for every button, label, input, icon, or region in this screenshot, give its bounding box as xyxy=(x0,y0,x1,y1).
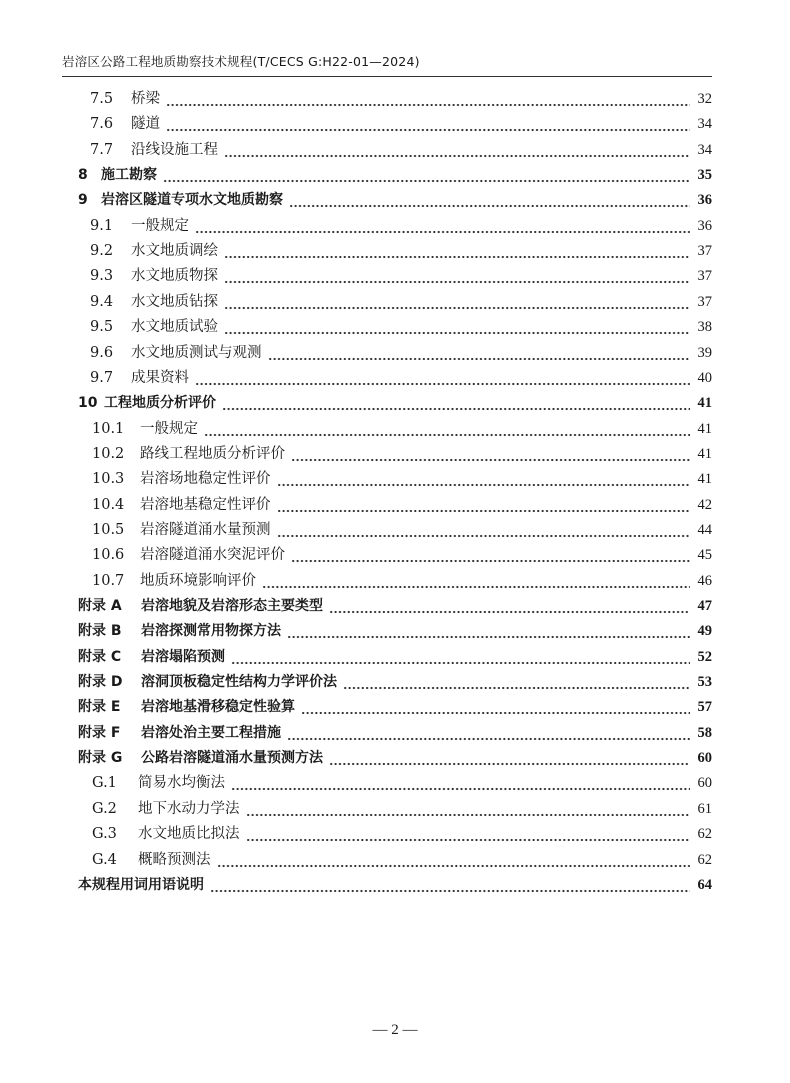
toc-entry-number: 附录 D xyxy=(78,674,123,691)
toc-entry-title: 地下水动力学法 xyxy=(138,800,240,817)
toc-entry-number: 9.2 xyxy=(90,243,114,260)
toc-entry-page: 41 xyxy=(697,420,712,437)
toc-entry[interactable] xyxy=(0,468,790,490)
dot-leader xyxy=(166,88,690,110)
toc-entry-number: 9.6 xyxy=(90,344,114,361)
dot-leader xyxy=(224,316,690,338)
dot-leader xyxy=(287,722,690,744)
toc-entry-title: 施工勘察 xyxy=(101,167,157,184)
toc-entry-page: 45 xyxy=(697,547,712,564)
dot-leader xyxy=(224,291,690,313)
toc-entry-page: 49 xyxy=(697,623,712,640)
toc-entry-page: 36 xyxy=(697,217,712,234)
toc-entry-number: 9.1 xyxy=(90,217,114,234)
toc-entry[interactable] xyxy=(0,240,790,262)
toc-entry[interactable] xyxy=(0,671,790,693)
toc-entry-number: 10.2 xyxy=(92,445,125,462)
toc-entry-title: 成果资料 xyxy=(131,369,189,386)
toc-entry[interactable] xyxy=(0,747,790,769)
toc-entry-title: 水文地质调绘 xyxy=(131,243,218,260)
dot-leader xyxy=(231,646,690,668)
toc-entry-page: 62 xyxy=(697,826,712,843)
toc-entry-number: G.4 xyxy=(92,851,117,868)
toc-entry[interactable] xyxy=(0,722,790,744)
toc-entry[interactable] xyxy=(0,544,790,566)
toc-entry[interactable] xyxy=(0,696,790,718)
dot-leader xyxy=(246,823,691,845)
toc-entry[interactable] xyxy=(0,418,790,440)
toc-entry-page: 39 xyxy=(697,344,712,361)
toc-entry-number: 附录 A xyxy=(78,598,122,614)
toc-entry-page: 37 xyxy=(697,268,712,285)
toc-entry-page: 41 xyxy=(697,445,712,462)
toc-entry-title: 水文地质物探 xyxy=(131,268,218,285)
dot-leader xyxy=(287,620,690,642)
toc-entry[interactable] xyxy=(0,342,790,364)
toc-entry-title: 水文地质测试与观测 xyxy=(131,344,262,361)
toc-entry[interactable] xyxy=(0,164,790,186)
dot-leader xyxy=(291,544,690,566)
running-header: 岩溶区公路工程地质勘察技术规程(T/CECS G:H22-01—2024) xyxy=(62,52,712,77)
dot-leader xyxy=(329,747,690,769)
toc-entry-page: 37 xyxy=(697,243,712,260)
toc-entry-title: 本规程用词用语说明 xyxy=(78,876,204,893)
dot-leader xyxy=(343,671,690,693)
dot-leader xyxy=(301,696,690,718)
toc-entry-page: 57 xyxy=(697,699,712,716)
toc-entry-number: 7.5 xyxy=(90,91,114,107)
toc-entry-number: 7.6 xyxy=(90,116,114,133)
toc-entry-title: 简易水均衡法 xyxy=(138,775,225,792)
toc-entry-page: 41 xyxy=(697,471,712,488)
dot-leader xyxy=(291,443,690,465)
toc-entry-number: 10.5 xyxy=(92,521,125,538)
toc-entry[interactable] xyxy=(0,823,790,845)
toc-entry-number: 9.3 xyxy=(90,268,114,285)
toc-entry-page: 42 xyxy=(697,496,712,513)
toc-entry-page: 53 xyxy=(697,674,712,691)
toc-entry-title: 岩溶隧道涌水突泥评价 xyxy=(140,547,285,564)
dot-leader xyxy=(222,392,690,414)
toc-entry-title: 桥梁 xyxy=(131,91,160,107)
toc-entry-number: 9.7 xyxy=(90,369,114,386)
toc-entry-title: 水文地质钻探 xyxy=(131,293,218,310)
toc-entry-number: 9 xyxy=(78,192,88,209)
toc-entry-title: 公路岩溶隧道涌水量预测方法 xyxy=(141,750,323,767)
toc-entry-number: 10.4 xyxy=(92,496,125,513)
toc-entry[interactable] xyxy=(0,139,790,161)
toc-entry-page: 60 xyxy=(697,775,712,792)
toc-entry-number: 7.7 xyxy=(90,141,114,158)
toc-entry-number: 10.3 xyxy=(92,471,125,488)
dot-leader xyxy=(195,367,690,389)
toc-entry[interactable] xyxy=(0,265,790,287)
toc-entry-number: 9.4 xyxy=(90,293,114,310)
toc-entry-title: 岩溶地基稳定性评价 xyxy=(140,496,271,513)
toc-entry[interactable] xyxy=(0,291,790,313)
dot-leader xyxy=(277,468,691,490)
toc-entry[interactable] xyxy=(0,494,790,516)
toc-entry[interactable] xyxy=(0,620,790,642)
toc-entry[interactable] xyxy=(0,367,790,389)
dot-leader xyxy=(289,189,690,211)
toc-entry-number: 9.5 xyxy=(90,319,114,336)
toc-entry-number: 10 xyxy=(78,395,98,412)
toc-entry-number: 8 xyxy=(78,167,88,184)
toc-entry-number: 附录 B xyxy=(78,623,122,640)
toc-entry-page: 58 xyxy=(697,724,712,741)
toc-entry-title: 岩溶场地稳定性评价 xyxy=(140,471,271,488)
toc-entry-number: 附录 F xyxy=(78,724,121,741)
toc-entry[interactable] xyxy=(0,849,790,871)
dot-leader xyxy=(224,240,690,262)
toc-entry-number: 10.1 xyxy=(92,420,125,437)
toc-entry-title: 水文地质比拟法 xyxy=(138,826,240,843)
toc-entry-page: 40 xyxy=(697,369,712,386)
toc-entry-page: 44 xyxy=(697,521,712,538)
toc-entry-title: 岩溶地基滑移稳定性验算 xyxy=(141,699,295,716)
dot-leader xyxy=(166,113,690,135)
dot-leader xyxy=(224,265,690,287)
dot-leader xyxy=(224,139,690,161)
toc-entry-page: 32 xyxy=(697,91,712,107)
toc-entry-title: 路线工程地质分析评价 xyxy=(140,445,285,462)
toc-entry-number: 10.7 xyxy=(92,572,125,589)
toc-entry-page: 61 xyxy=(697,800,712,817)
toc-entry[interactable] xyxy=(0,874,790,896)
toc-entry[interactable] xyxy=(0,316,790,338)
toc-entry-number: G.2 xyxy=(92,800,117,817)
toc-entry-number: G.3 xyxy=(92,826,117,843)
dot-leader xyxy=(210,874,690,896)
toc-entry[interactable] xyxy=(0,189,790,211)
toc-entry-page: 35 xyxy=(697,167,712,184)
toc-entry-title: 岩溶区隧道专项水文地质勘察 xyxy=(101,192,283,209)
toc-entry-page: 64 xyxy=(697,876,712,893)
toc-entry[interactable] xyxy=(0,88,790,110)
toc-entry-page: 37 xyxy=(697,293,712,310)
toc-entry[interactable] xyxy=(0,443,790,465)
toc-entry-title: 水文地质试验 xyxy=(131,319,218,336)
toc-entry[interactable] xyxy=(0,595,790,617)
toc-entry-number: 10.6 xyxy=(92,547,125,564)
toc-entry-number: 附录 G xyxy=(78,750,123,767)
toc-entry-page: 62 xyxy=(697,851,712,868)
toc-entry-title: 岩溶探测常用物探方法 xyxy=(141,623,281,640)
dot-leader xyxy=(268,342,691,364)
page-number: — 2 — xyxy=(372,1022,418,1038)
toc-entry[interactable] xyxy=(0,646,790,668)
toc-entry-title: 一般规定 xyxy=(131,217,189,234)
toc-entry-page: 34 xyxy=(697,116,712,133)
toc-entry-page: 41 xyxy=(697,395,712,412)
toc-entry[interactable] xyxy=(0,392,790,414)
toc-entry-number: G.1 xyxy=(92,775,117,792)
toc-entry-title: 岩溶地貌及岩溶形态主要类型 xyxy=(141,598,323,614)
toc-entry[interactable] xyxy=(0,519,790,541)
toc-entry-number: 附录 E xyxy=(78,699,121,716)
dot-leader xyxy=(163,164,690,186)
toc-entry-title: 岩溶塌陷预测 xyxy=(141,648,225,665)
toc-entry-title: 岩溶隧道涌水量预测 xyxy=(140,521,271,538)
toc-entry-title: 沿线设施工程 xyxy=(131,141,218,158)
dot-leader xyxy=(277,494,691,516)
toc-entry-page: 36 xyxy=(697,192,712,209)
toc-entry-title: 工程地质分析评价 xyxy=(104,395,216,412)
dot-leader xyxy=(204,418,690,440)
toc-entry-title: 隧道 xyxy=(131,116,160,133)
toc-entry[interactable] xyxy=(0,570,790,592)
toc-entry[interactable] xyxy=(0,798,790,820)
toc-entry[interactable] xyxy=(0,215,790,237)
toc-entry-title: 概略预测法 xyxy=(138,851,211,868)
dot-leader xyxy=(231,772,690,794)
dot-leader xyxy=(246,798,691,820)
toc-entry-page: 34 xyxy=(697,141,712,158)
toc-entry-title: 岩溶处治主要工程措施 xyxy=(141,724,281,741)
toc-entry-page: 38 xyxy=(697,319,712,336)
dot-leader xyxy=(195,215,690,237)
dot-leader xyxy=(262,570,690,592)
dot-leader xyxy=(329,595,690,617)
toc-entry-title: 溶洞顶板稳定性结构力学评价法 xyxy=(141,674,337,691)
toc-entry-number: 附录 C xyxy=(78,648,122,665)
toc-entry[interactable] xyxy=(0,113,790,135)
toc-entry-title: 地质环境影响评价 xyxy=(140,572,256,589)
toc-entry-page: 46 xyxy=(697,572,712,589)
toc-entry[interactable] xyxy=(0,772,790,794)
toc-entry-page: 52 xyxy=(697,648,712,665)
toc-entry-page: 47 xyxy=(697,598,712,614)
toc-entry-page: 60 xyxy=(697,750,712,767)
dot-leader xyxy=(217,849,691,871)
dot-leader xyxy=(277,519,691,541)
toc-entry-title: 一般规定 xyxy=(140,420,198,437)
